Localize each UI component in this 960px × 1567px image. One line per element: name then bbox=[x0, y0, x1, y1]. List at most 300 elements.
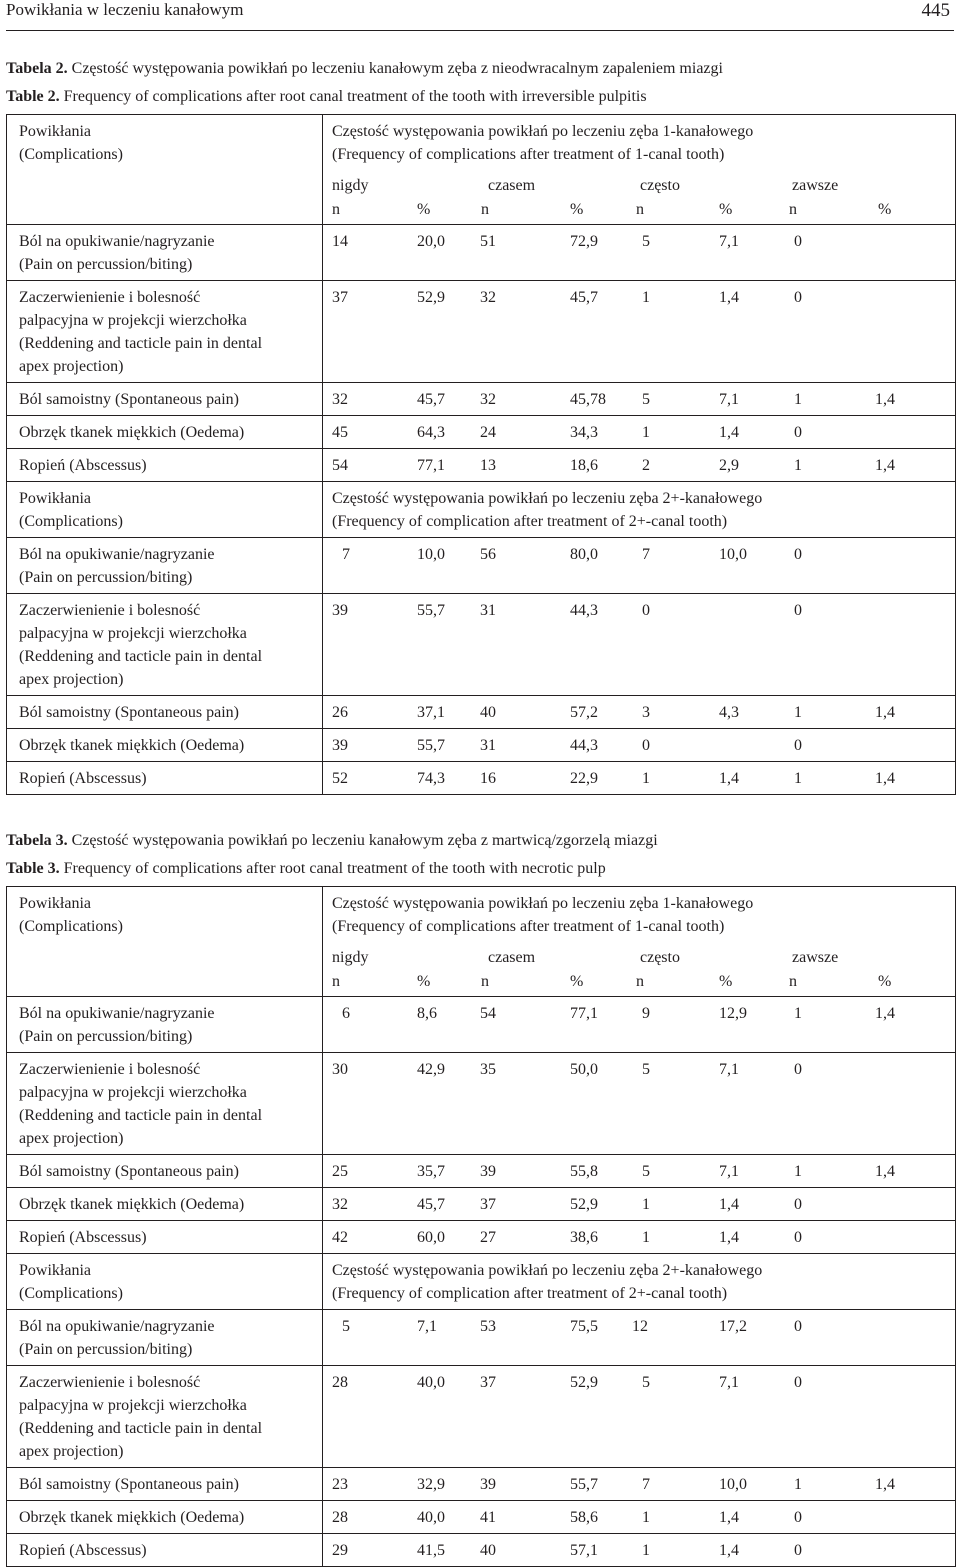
count-value: 30 bbox=[332, 1061, 348, 1078]
row-label-line: Ból samoistny (Spontaneous pain) bbox=[19, 391, 239, 408]
unit-n: n bbox=[636, 201, 644, 218]
row-values-cell bbox=[323, 449, 956, 482]
row-label-cell bbox=[7, 1053, 323, 1155]
count-value: 32 bbox=[332, 391, 348, 408]
frequency-heading-pl: Częstość występowania powikłań po leczeniu zęba 2+-kanałowego bbox=[332, 490, 763, 507]
count-value: 1 bbox=[794, 391, 802, 408]
running-title: Powikłania w leczeniu kanałowym bbox=[6, 0, 244, 19]
frequency-heading-en: (Frequency of complications after treatment of 1-canal tooth) bbox=[332, 146, 725, 163]
row-values-cell bbox=[323, 1534, 956, 1567]
frequency-heading-en: (Frequency of complications after treatment of 1-canal tooth) bbox=[332, 918, 725, 935]
row-values bbox=[323, 696, 955, 728]
row-label-line: Zaczerwienienie i bolesność bbox=[19, 1374, 201, 1391]
percent-value: 10,0 bbox=[719, 1476, 747, 1493]
percent-value: 74,3 bbox=[417, 770, 445, 787]
percent-value: 64,3 bbox=[417, 424, 445, 441]
frequency-header-cell bbox=[323, 887, 956, 997]
table-row bbox=[7, 729, 956, 762]
complications-label-pl: Powikłania bbox=[19, 1262, 91, 1279]
percent-value: 77,1 bbox=[417, 457, 445, 474]
count-value: 0 bbox=[794, 1542, 802, 1559]
unit-percent: % bbox=[878, 973, 892, 990]
row-label-line: Zaczerwienienie i bolesność bbox=[19, 289, 201, 306]
count-value: 6 bbox=[342, 1005, 350, 1022]
row-values-cell bbox=[323, 1366, 956, 1468]
row-values-cell bbox=[323, 1310, 956, 1366]
count-value: 5 bbox=[642, 1163, 650, 1180]
count-value: 7 bbox=[642, 546, 650, 563]
row-label-line: (Pain on percussion/biting) bbox=[19, 1341, 193, 1358]
count-value: 5 bbox=[642, 391, 650, 408]
complications-label-pl: Powikłania bbox=[19, 895, 91, 912]
row-values-cell bbox=[323, 225, 956, 281]
percent-value: 22,9 bbox=[570, 770, 598, 787]
frequency-header-cell bbox=[323, 115, 956, 225]
caption-label: Tabela 2. bbox=[6, 60, 68, 77]
row-label-line: (Pain on percussion/biting) bbox=[19, 569, 193, 586]
table-row bbox=[7, 1188, 956, 1221]
table-row bbox=[7, 416, 956, 449]
row-label-line: apex projection) bbox=[19, 671, 124, 688]
row-values-cell bbox=[323, 1188, 956, 1221]
count-value: 45 bbox=[332, 424, 348, 441]
row-label-line: Ból na opukiwanie/nagryzanie bbox=[19, 1318, 215, 1335]
percent-value: 52,9 bbox=[417, 289, 445, 306]
table2-caption-pl bbox=[6, 60, 723, 78]
count-value: 39 bbox=[332, 602, 348, 619]
table3 bbox=[6, 886, 956, 1567]
percent-value: 7,1 bbox=[719, 1163, 739, 1180]
table-row bbox=[7, 281, 956, 383]
count-value: 42 bbox=[332, 1229, 348, 1246]
unit-n: n bbox=[481, 201, 489, 218]
count-value: 40 bbox=[480, 704, 496, 721]
row-label-line: palpacyjna w projekcji wierzchołka bbox=[19, 625, 247, 642]
unit-percent: % bbox=[417, 201, 431, 218]
count-value: 53 bbox=[480, 1318, 496, 1335]
count-value: 0 bbox=[642, 602, 650, 619]
count-value: 1 bbox=[794, 1476, 802, 1493]
count-value: 1 bbox=[794, 704, 802, 721]
percent-value: 1,4 bbox=[875, 1163, 895, 1180]
percent-value: 55,8 bbox=[570, 1163, 598, 1180]
count-value: 5 bbox=[642, 1374, 650, 1391]
table3-caption-en bbox=[6, 860, 606, 878]
table2-caption-en bbox=[6, 88, 647, 106]
count-value: 0 bbox=[794, 1318, 802, 1335]
row-label-line: Ból samoistny (Spontaneous pain) bbox=[19, 1476, 239, 1493]
count-value: 39 bbox=[332, 737, 348, 754]
row-values-cell bbox=[323, 729, 956, 762]
count-value: 1 bbox=[642, 1509, 650, 1526]
row-label-cell bbox=[7, 1501, 323, 1534]
row-label-line: Ból na opukiwanie/nagryzanie bbox=[19, 546, 215, 563]
percent-value: 10,0 bbox=[719, 546, 747, 563]
percent-value: 77,1 bbox=[570, 1005, 598, 1022]
count-value: 9 bbox=[642, 1005, 650, 1022]
group-header-row bbox=[7, 482, 956, 538]
frequency-heading-pl: Częstość występowania powikłań po leczeniu zęba 1-kanałowego bbox=[332, 895, 754, 912]
caption-label: Table 3. bbox=[6, 860, 60, 877]
unit-percent: % bbox=[570, 973, 584, 990]
count-value: 16 bbox=[480, 770, 496, 787]
table-row bbox=[7, 762, 956, 795]
frequency-header-cell bbox=[323, 1254, 956, 1310]
count-value: 7 bbox=[642, 1476, 650, 1493]
percent-value: 55,7 bbox=[417, 602, 445, 619]
complications-header-cell bbox=[7, 482, 323, 538]
table-row bbox=[7, 1221, 956, 1254]
percent-value: 55,7 bbox=[417, 737, 445, 754]
category-3: zawsze bbox=[792, 177, 839, 194]
count-value: 32 bbox=[480, 289, 496, 306]
table-row bbox=[7, 594, 956, 696]
frequency-heading bbox=[323, 887, 955, 938]
count-value: 1 bbox=[794, 1005, 802, 1022]
count-value: 1 bbox=[794, 457, 802, 474]
count-value: 2 bbox=[642, 457, 650, 474]
percent-value: 41,5 bbox=[417, 1542, 445, 1559]
count-value: 0 bbox=[794, 289, 802, 306]
count-value: 31 bbox=[480, 602, 496, 619]
row-label-line: apex projection) bbox=[19, 1443, 124, 1460]
count-value: 25 bbox=[332, 1163, 348, 1180]
count-value: 37 bbox=[480, 1196, 496, 1213]
table-row bbox=[7, 1468, 956, 1501]
row-label-line: Ból samoistny (Spontaneous pain) bbox=[19, 704, 239, 721]
count-value: 0 bbox=[642, 737, 650, 754]
percent-value: 57,1 bbox=[570, 1542, 598, 1559]
row-label-line: apex projection) bbox=[19, 358, 124, 375]
count-value: 56 bbox=[480, 546, 496, 563]
count-value: 41 bbox=[480, 1509, 496, 1526]
unit-percent: % bbox=[417, 973, 431, 990]
row-label-cell bbox=[7, 1188, 323, 1221]
table-row bbox=[7, 1155, 956, 1188]
percent-value: 52,9 bbox=[570, 1196, 598, 1213]
count-value: 7 bbox=[342, 546, 350, 563]
row-label-cell bbox=[7, 225, 323, 281]
count-value: 0 bbox=[794, 1196, 802, 1213]
row-label-line: Obrzęk tkanek miękkich (Oedema) bbox=[19, 424, 245, 441]
count-value: 54 bbox=[480, 1005, 496, 1022]
percent-value: 32,9 bbox=[417, 1476, 445, 1493]
running-header bbox=[6, 0, 954, 31]
count-value: 1 bbox=[642, 1542, 650, 1559]
row-label-line: Ropień (Abscessus) bbox=[19, 457, 147, 474]
percent-value: 1,4 bbox=[719, 1196, 739, 1213]
percent-value: 1,4 bbox=[719, 1509, 739, 1526]
count-value: 0 bbox=[794, 233, 802, 250]
row-label-line: Ból samoistny (Spontaneous pain) bbox=[19, 1163, 239, 1180]
caption-label: Table 2. bbox=[6, 88, 60, 105]
percent-value: 18,6 bbox=[570, 457, 598, 474]
row-values bbox=[323, 1155, 955, 1187]
table2 bbox=[6, 114, 956, 795]
row-label-line: Ropień (Abscessus) bbox=[19, 1229, 147, 1246]
row-values bbox=[323, 225, 955, 280]
row-values bbox=[323, 1221, 955, 1253]
count-value: 0 bbox=[794, 1374, 802, 1391]
category-header bbox=[323, 174, 955, 197]
row-label-line: (Reddening and tacticle pain in dental bbox=[19, 335, 263, 352]
complications-label-pl: Powikłania bbox=[19, 123, 91, 140]
unit-percent: % bbox=[719, 201, 733, 218]
category-header bbox=[323, 946, 955, 969]
row-values-cell bbox=[323, 383, 956, 416]
percent-value: 42,9 bbox=[417, 1061, 445, 1078]
percent-value: 7,1 bbox=[719, 233, 739, 250]
count-value: 40 bbox=[480, 1542, 496, 1559]
row-label-line: palpacyjna w projekcji wierzchołka bbox=[19, 1084, 247, 1101]
count-value: 5 bbox=[642, 233, 650, 250]
row-values-cell bbox=[323, 416, 956, 449]
row-values-cell bbox=[323, 696, 956, 729]
row-values-cell bbox=[323, 594, 956, 696]
row-values bbox=[323, 729, 955, 761]
percent-value: 58,6 bbox=[570, 1509, 598, 1526]
group-header-row bbox=[7, 887, 956, 997]
frequency-heading-en: (Frequency of complication after treatment of 2+-canal tooth) bbox=[332, 1285, 728, 1302]
row-values bbox=[323, 1188, 955, 1220]
unit-percent: % bbox=[719, 973, 733, 990]
row-values-cell bbox=[323, 997, 956, 1053]
unit-n: n bbox=[332, 201, 340, 218]
row-label-cell bbox=[7, 729, 323, 762]
count-value: 0 bbox=[794, 1061, 802, 1078]
percent-value: 45,78 bbox=[570, 391, 606, 408]
percent-value: 7,1 bbox=[719, 391, 739, 408]
row-values bbox=[323, 594, 955, 695]
percent-value: 55,7 bbox=[570, 1476, 598, 1493]
frequency-heading-en: (Frequency of complication after treatment of 2+-canal tooth) bbox=[332, 513, 728, 530]
count-value: 32 bbox=[480, 391, 496, 408]
percent-value: 8,6 bbox=[417, 1005, 437, 1022]
row-values bbox=[323, 383, 955, 415]
percent-value: 10,0 bbox=[417, 546, 445, 563]
percent-value: 75,5 bbox=[570, 1318, 598, 1335]
row-values bbox=[323, 762, 955, 794]
count-value: 5 bbox=[642, 1061, 650, 1078]
caption-label: Tabela 3. bbox=[6, 832, 68, 849]
percent-value: 7,1 bbox=[417, 1318, 437, 1335]
count-value: 23 bbox=[332, 1476, 348, 1493]
count-value: 28 bbox=[332, 1374, 348, 1391]
table-row bbox=[7, 1053, 956, 1155]
row-label-line: (Pain on percussion/biting) bbox=[19, 256, 193, 273]
row-values bbox=[323, 449, 955, 481]
row-values-cell bbox=[323, 1155, 956, 1188]
category-1: czasem bbox=[488, 177, 536, 194]
row-label-cell bbox=[7, 997, 323, 1053]
frequency-heading-pl: Częstość występowania powikłań po leczeniu zęba 2+-kanałowego bbox=[332, 1262, 763, 1279]
count-value: 39 bbox=[480, 1476, 496, 1493]
row-label-line: apex projection) bbox=[19, 1130, 124, 1147]
percent-value: 7,1 bbox=[719, 1374, 739, 1391]
unit-n: n bbox=[332, 973, 340, 990]
count-value: 27 bbox=[480, 1229, 496, 1246]
row-values-cell bbox=[323, 1501, 956, 1534]
percent-value: 1,4 bbox=[719, 1542, 739, 1559]
complications-header-cell bbox=[7, 115, 323, 225]
count-value: 14 bbox=[332, 233, 348, 250]
table-row bbox=[7, 997, 956, 1053]
row-values bbox=[323, 1053, 955, 1154]
count-value: 35 bbox=[480, 1061, 496, 1078]
row-label-cell bbox=[7, 416, 323, 449]
row-values bbox=[323, 1468, 955, 1500]
row-label-cell bbox=[7, 383, 323, 416]
percent-value: 17,2 bbox=[719, 1318, 747, 1335]
count-value: 1 bbox=[794, 770, 802, 787]
percent-value: 12,9 bbox=[719, 1005, 747, 1022]
complications-label-pl: Powikłania bbox=[19, 490, 91, 507]
row-label-line: Ból na opukiwanie/nagryzanie bbox=[19, 1005, 215, 1022]
count-value: 28 bbox=[332, 1509, 348, 1526]
count-value: 0 bbox=[794, 546, 802, 563]
row-label-line: Obrzęk tkanek miękkich (Oedema) bbox=[19, 1509, 245, 1526]
row-label-cell bbox=[7, 1221, 323, 1254]
category-3: zawsze bbox=[792, 949, 839, 966]
row-label-line: (Reddening and tacticle pain in dental bbox=[19, 1107, 263, 1124]
percent-value: 1,4 bbox=[875, 1476, 895, 1493]
frequency-heading-pl: Częstość występowania powikłań po leczeniu zęba 1-kanałowego bbox=[332, 123, 754, 140]
count-value: 0 bbox=[794, 424, 802, 441]
row-label-cell bbox=[7, 594, 323, 696]
count-value: 12 bbox=[632, 1318, 648, 1335]
percent-value: 1,4 bbox=[875, 391, 895, 408]
count-value: 0 bbox=[794, 1509, 802, 1526]
percent-value: 1,4 bbox=[875, 704, 895, 721]
row-label-line: Ból na opukiwanie/nagryzanie bbox=[19, 233, 215, 250]
percent-value: 37,1 bbox=[417, 704, 445, 721]
row-label-cell bbox=[7, 762, 323, 795]
table-row bbox=[7, 696, 956, 729]
count-value: 24 bbox=[480, 424, 496, 441]
row-values-cell bbox=[323, 1221, 956, 1254]
row-label-cell bbox=[7, 538, 323, 594]
row-values-cell bbox=[323, 762, 956, 795]
caption-text: Frequency of complications after root canal treatment of the tooth with necrotic pulp bbox=[59, 860, 606, 877]
row-label-cell bbox=[7, 1155, 323, 1188]
percent-value: 80,0 bbox=[570, 546, 598, 563]
frequency-heading bbox=[323, 115, 955, 166]
percent-value: 1,4 bbox=[875, 770, 895, 787]
count-value: 1 bbox=[642, 424, 650, 441]
unit-percent: % bbox=[878, 201, 892, 218]
category-1: czasem bbox=[488, 949, 536, 966]
count-value: 31 bbox=[480, 737, 496, 754]
category-2: często bbox=[640, 949, 680, 966]
complications-header-cell bbox=[7, 1254, 323, 1310]
table-row bbox=[7, 1366, 956, 1468]
percent-value: 72,9 bbox=[570, 233, 598, 250]
row-label-line: palpacyjna w projekcji wierzchołka bbox=[19, 1397, 247, 1414]
unit-header bbox=[323, 970, 955, 993]
complications-header-cell bbox=[7, 887, 323, 997]
count-value: 1 bbox=[642, 289, 650, 306]
percent-value: 1,4 bbox=[719, 770, 739, 787]
count-value: 1 bbox=[794, 1163, 802, 1180]
percent-value: 1,4 bbox=[719, 289, 739, 306]
table-row bbox=[7, 449, 956, 482]
table-row bbox=[7, 538, 956, 594]
row-label-line: Ropień (Abscessus) bbox=[19, 770, 147, 787]
unit-percent: % bbox=[570, 201, 584, 218]
count-value: 1 bbox=[642, 770, 650, 787]
count-value: 0 bbox=[794, 1229, 802, 1246]
percent-value: 57,2 bbox=[570, 704, 598, 721]
table-row bbox=[7, 225, 956, 281]
count-value: 1 bbox=[642, 1196, 650, 1213]
complications-label-en: (Complications) bbox=[19, 513, 123, 530]
row-label-cell bbox=[7, 1310, 323, 1366]
percent-value: 40,0 bbox=[417, 1509, 445, 1526]
unit-header bbox=[323, 198, 955, 221]
table-row bbox=[7, 1501, 956, 1534]
percent-value: 45,7 bbox=[417, 391, 445, 408]
percent-value: 60,0 bbox=[417, 1229, 445, 1246]
count-value: 37 bbox=[332, 289, 348, 306]
count-value: 51 bbox=[480, 233, 496, 250]
row-label-line: (Reddening and tacticle pain in dental bbox=[19, 1420, 263, 1437]
row-label-line: (Reddening and tacticle pain in dental bbox=[19, 648, 263, 665]
table-row bbox=[7, 1534, 956, 1567]
row-values-cell bbox=[323, 1468, 956, 1501]
count-value: 54 bbox=[332, 457, 348, 474]
group-header-row bbox=[7, 115, 956, 225]
row-values bbox=[323, 997, 955, 1052]
caption-text: Częstość występowania powikłań po leczeniu kanałowym zęba z martwicą/zgorzelą miazgi bbox=[67, 832, 658, 849]
group-header-row bbox=[7, 1254, 956, 1310]
percent-value: 40,0 bbox=[417, 1374, 445, 1391]
percent-value: 1,4 bbox=[875, 457, 895, 474]
frequency-header-cell bbox=[323, 482, 956, 538]
count-value: 13 bbox=[480, 457, 496, 474]
row-label-line: (Pain on percussion/biting) bbox=[19, 1028, 193, 1045]
percent-value: 44,3 bbox=[570, 737, 598, 754]
row-values-cell bbox=[323, 281, 956, 383]
row-label-cell bbox=[7, 449, 323, 482]
count-value: 1 bbox=[642, 1229, 650, 1246]
count-value: 39 bbox=[480, 1163, 496, 1180]
percent-value: 44,3 bbox=[570, 602, 598, 619]
percent-value: 38,6 bbox=[570, 1229, 598, 1246]
percent-value: 45,7 bbox=[417, 1196, 445, 1213]
count-value: 3 bbox=[642, 704, 650, 721]
count-value: 29 bbox=[332, 1542, 348, 1559]
table-row bbox=[7, 1310, 956, 1366]
count-value: 37 bbox=[480, 1374, 496, 1391]
row-label-line: Obrzęk tkanek miękkich (Oedema) bbox=[19, 737, 245, 754]
percent-value: 50,0 bbox=[570, 1061, 598, 1078]
percent-value: 1,4 bbox=[719, 1229, 739, 1246]
table3-caption-pl bbox=[6, 832, 658, 850]
table-row bbox=[7, 383, 956, 416]
row-label-cell bbox=[7, 1366, 323, 1468]
count-value: 0 bbox=[794, 737, 802, 754]
row-label-cell bbox=[7, 696, 323, 729]
frequency-heading bbox=[323, 482, 955, 533]
row-label-line: Obrzęk tkanek miękkich (Oedema) bbox=[19, 1196, 245, 1213]
row-values bbox=[323, 538, 955, 593]
row-values bbox=[323, 1501, 955, 1533]
unit-n: n bbox=[481, 973, 489, 990]
count-value: 32 bbox=[332, 1196, 348, 1213]
unit-n: n bbox=[636, 973, 644, 990]
category-0: nigdy bbox=[332, 949, 369, 966]
count-value: 26 bbox=[332, 704, 348, 721]
